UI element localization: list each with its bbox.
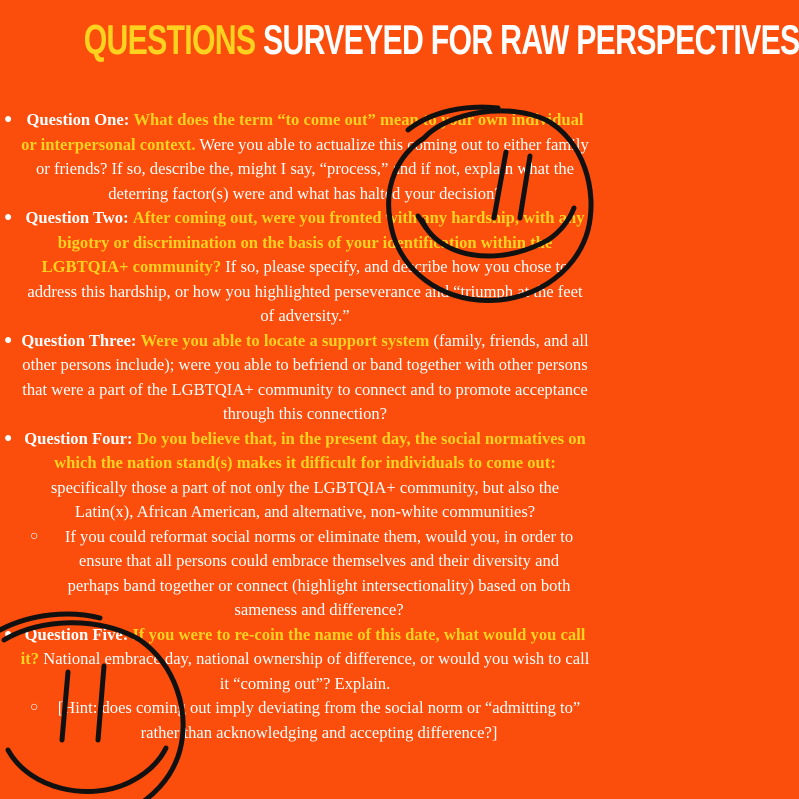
question-text: If so, please specify, and describe how you chose to address this hardship, or how you highlighted perseverance and “triumph at the feet of adversity.” [27, 257, 583, 325]
question-label: Question Five: [24, 624, 129, 644]
question-text: Were you able to actualize this coming out to either family or friends? If so, describe the, might I say, “process,” and if not, explain what the deterring factor(s) were and what has halted your decision? [35, 134, 589, 203]
question-highlight: If you were to re-coin the name of this date, what would you call it? [20, 624, 586, 668]
bullet-icon: ● [4, 112, 13, 127]
bullet-icon: ● [4, 430, 13, 446]
question-highlight: Were you able to locate a support system [140, 330, 430, 350]
page-title [83, 16, 799, 64]
question-five [0, 623, 598, 697]
hollow-bullet-icon: ○ [30, 700, 39, 715]
subpoint-text: If you could reformat social norms or eliminate them, would you, in order to ensure that all persons could embrace themselves and their diversity and perhaps band together or connect (highlight intersectionality) based on both sameness and difference? [64, 526, 574, 619]
bullet-icon: ● [4, 210, 13, 225]
question-four [0, 427, 598, 525]
question-four-subpoint [0, 525, 598, 623]
question-text: specifically those a part of not only the LGBTQIA+ community, but also the Latin(x), African American, and alternative, non-white communities? [50, 477, 560, 521]
question-label: Question Three: [21, 330, 137, 350]
question-one [0, 108, 598, 206]
question-label: Question Two: [25, 208, 129, 227]
question-highlight: Do you believe that, in the present day, the social normatives on which the nation stand(s) makes it difficult for individuals to come out: [54, 428, 586, 472]
question-two [0, 206, 598, 329]
question-text: (family, friends, and all other persons include); were you able to befriend or band together with other persons that were a part of the LGBTQIA+ community to connect and to promote acceptance through this connection? [22, 330, 589, 423]
question-label: Question One: [26, 110, 130, 129]
hollow-bullet-icon: ○ [30, 528, 39, 544]
questions-list [0, 108, 598, 745]
question-three [0, 329, 598, 427]
title-rest: SURVEYED FOR RAW PERSPECTIVES [263, 16, 799, 63]
bullet-icon: ● [4, 332, 13, 348]
subpoint-text: [Hint: does coming out imply deviating from the social norm or “admitting to” rather than acknowledging and accepting difference?] [57, 698, 581, 742]
bullet-icon: ● [4, 626, 13, 642]
question-label: Question Four: [24, 428, 133, 448]
question-five-subpoint [0, 696, 598, 745]
question-highlight: What does the term “to come out” mean to your own individual or interpersonal context. [21, 110, 584, 154]
question-text: National embrace day, national ownership of difference, or would you wish to call it “coming out”? Explain. [43, 649, 590, 693]
question-highlight: After coming out, were you fronted with any hardship, with any bigotry or discrimination on the basis of your identification within the LGBTQIA+ community? [41, 208, 585, 276]
title-accent: QUESTIONS [83, 16, 256, 63]
